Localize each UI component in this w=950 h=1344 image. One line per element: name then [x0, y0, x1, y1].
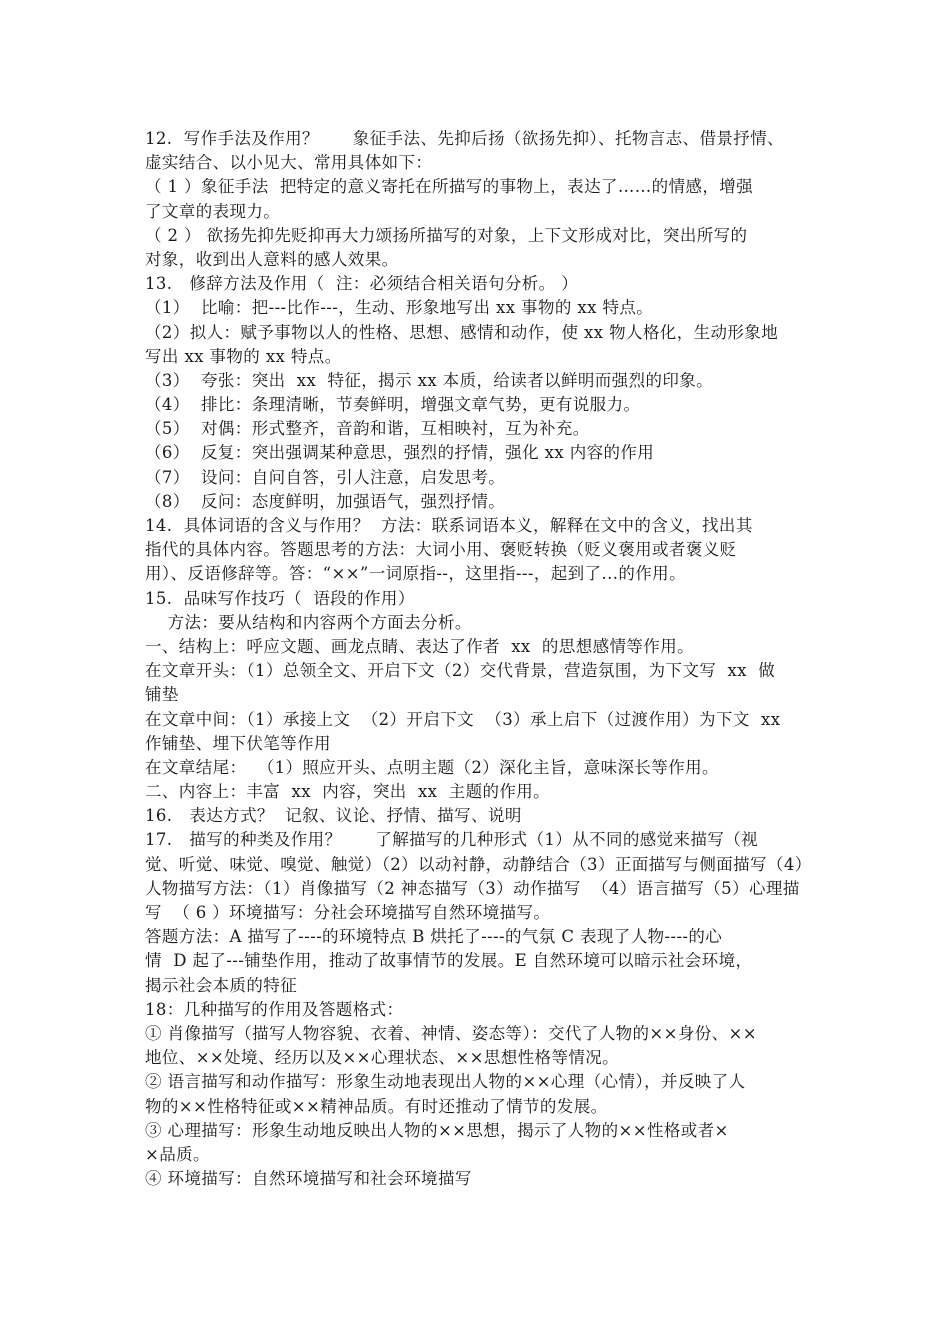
text-line: 虚实结合、以小见大、常用具体如下：: [145, 153, 433, 173]
document-body: [145, 127, 817, 1191]
text-line: 答题方法：A 描写了----的环境特点 B 烘托了----的气氛 C 表现了人物----的心: [145, 927, 723, 947]
text-line: 物的××性格特征或××精神品质。有时还推动了情节的发展。: [145, 1096, 608, 1116]
text-line: ×品质。: [145, 1144, 210, 1164]
text-line: 一、结构上：呼应文题、画龙点睛、表达了作者 xx 的思想感情等作用。: [145, 636, 694, 656]
text-line: 觉、听觉、味觉、嗅觉、触觉）（2）以动衬静，动静结合（3）正面描写与侧面描写（4）: [145, 854, 812, 874]
text-line: （7） 设问：自问自答，引人注意，启发思考。: [145, 467, 506, 487]
text-line: 铺垫: [145, 685, 179, 705]
text-line: 17. 描写的种类及作用？ 了解描写的几种形式（1）从不同的感觉来描写（视: [145, 830, 759, 850]
text-line: 15. 品味写作技巧（ 语段的作用）: [145, 588, 415, 608]
text-line: 在文章中间：（1）承接上文 （2）开启下文 （3）承上启下（过渡作用）为下文 xx: [145, 709, 781, 729]
text-line: 了文章的表现力。: [145, 201, 281, 221]
text-line: 16. 表达方式？ 记叙、议论、抒情、描写、说明: [145, 806, 522, 826]
text-line: 14. 具体词语的含义与作用？ 方法：联系词语本义，解释在文中的含义，找出其: [145, 516, 753, 535]
text-line: 13. 修辞方法及作用（ 注：必须结合相关语句分析。 ）: [145, 274, 579, 294]
text-line: （1） 比喻：把---比作---，生动、形象地写出 xx 事物的 xx 特点。: [145, 298, 654, 318]
text-line: 方法：要从结构和内容两个方面去分析。: [145, 612, 472, 632]
text-line: （ 2 ） 欲扬先抑先贬抑再大力颂扬所描写的对象，上下文形成对比，突出所写的: [145, 225, 748, 245]
text-line: 18：几种描写的作用及答题格式：: [145, 999, 404, 1019]
text-line: 作铺垫、埋下伏笔等作用: [145, 733, 331, 753]
text-line: 人物描写方法：（1）肖像描写（2 神态描写（3）动作描写 （4）语言描写（5）心理描: [145, 878, 800, 898]
text-line: ② 语言描写和动作描写：形象生动地表现出人物的××心理（心情），并反映了人: [145, 1072, 746, 1092]
text-line: （ 1 ）象征手法 把特定的意义寄托在所描写的事物上，表达了……的情感，增强: [145, 177, 754, 197]
text-line: （4） 排比：条理清晰，节奏鲜明，增强文章气势，更有说服力。: [145, 395, 641, 415]
text-line: 对象，收到出人意料的感人效果。: [145, 249, 399, 269]
text-line: 地位、××处境、经历以及××心理状态、××思想性格等情况。: [145, 1048, 620, 1068]
text-line: 在文章开头：（1）总领全文、开启下文（2）交代背景，营造氛围，为下文写 xx 做: [145, 661, 776, 681]
text-line: （3） 夸张：突出 xx 特征，揭示 xx 本质，给读者以鲜明而强烈的印象。: [145, 370, 714, 390]
text-line: 写出 xx 事物的 xx 特点。: [145, 346, 342, 366]
text-line: （2）拟人：赋予事物以人的性格、思想、感情和动作，使 xx 物人格化，生动形象地: [145, 322, 779, 342]
text-line: ① 肖像描写（描写人物容貌、衣着、神情、姿态等）：交代了人物的××身份、××: [145, 1023, 757, 1043]
text-line: （8） 反问：态度鲜明，加强语气，强烈抒情。: [145, 491, 506, 511]
text-line: 指代的具体内容。答题思考的方法：大词小用、褒贬转换（贬义褒用或者褒义贬: [145, 540, 737, 560]
text-line: 在文章结尾： （1）照应开头、点明主题（2）深化主旨，意味深长等作用。: [145, 757, 719, 777]
text-line: 12. 写作手法及作用？ 象征手法、先抑后扬（欲扬先抑）、托物言志、借景抒情、: [145, 129, 784, 148]
text-line: 二、内容上：丰富 xx 内容，突出 xx 主题的作用。: [145, 782, 551, 802]
text-line: ③ 心理描写：形象生动地反映出人物的××思想，揭示了人物的××性格或者×: [145, 1120, 729, 1140]
text-line: 情 D 起了---铺垫作用，推动了故事情节的发展。E 自然环境可以暗示社会环境，: [145, 951, 753, 971]
text-line: （5） 对偶：形式整齐，音韵和谐，互相映衬，互为补充。: [145, 419, 590, 439]
text-line: 揭示社会本质的特征: [145, 975, 298, 995]
text-line: 写 （ 6 ）环境描写：分社会环境描写自然环境描写。: [145, 903, 551, 922]
text-line: 用）、反语修辞等。答：“××”一词原指--，这里指---，起到了...的作用。: [145, 564, 686, 584]
text-line: （6） 反复：突出强调某种意思，强烈的抒情，强化 xx 内容的作用: [145, 443, 655, 463]
text-line: ④ 环境描写：自然环境描写和社会环境描写: [145, 1169, 472, 1189]
